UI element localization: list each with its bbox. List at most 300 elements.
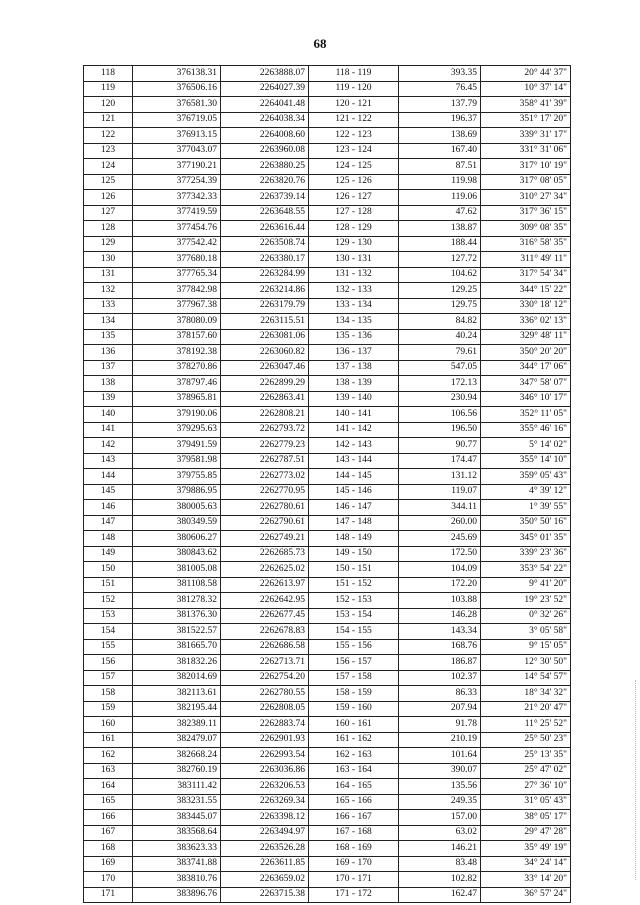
y-coordinate-cell: 2264027.39 [221, 81, 309, 97]
page-number: 68 [313, 36, 327, 51]
x-coordinate-cell: 383445.07 [133, 810, 221, 826]
distance-cell: 230.94 [399, 391, 481, 407]
distance-cell: 210.19 [399, 732, 481, 748]
point-number-cell: 146 [84, 500, 133, 516]
x-coordinate-cell: 382389.11 [133, 717, 221, 733]
bearing-cell: 359° 05' 43" [481, 469, 571, 485]
scan-edge-mark [634, 680, 636, 880]
y-coordinate-cell: 2263880.25 [221, 159, 309, 175]
point-number-cell: 156 [84, 655, 133, 671]
table-row [84, 81, 571, 97]
x-coordinate-cell: 376581.30 [133, 97, 221, 113]
coordinates-table [83, 65, 571, 903]
x-coordinate-cell: 382668.24 [133, 748, 221, 764]
y-coordinate-cell: 2262686.58 [221, 639, 309, 655]
segment-cell: 150 - 151 [309, 562, 399, 578]
distance-cell: 245.69 [399, 531, 481, 547]
y-coordinate-cell: 2263739.14 [221, 190, 309, 206]
table-row [84, 66, 571, 82]
bearing-cell: 34° 24' 14" [481, 856, 571, 872]
x-coordinate-cell: 377342.33 [133, 190, 221, 206]
distance-cell: 174.47 [399, 453, 481, 469]
y-coordinate-cell: 2262779.23 [221, 438, 309, 454]
table-row [84, 779, 571, 795]
table-row [84, 639, 571, 655]
x-coordinate-cell: 376138.31 [133, 66, 221, 82]
bearing-cell: 19° 23' 52" [481, 593, 571, 609]
segment-cell: 145 - 146 [309, 484, 399, 500]
point-number-cell: 124 [84, 159, 133, 175]
bearing-cell: 330° 18' 12" [481, 298, 571, 314]
segment-cell: 164 - 165 [309, 779, 399, 795]
bearing-cell: 18° 34' 32" [481, 686, 571, 702]
point-number-cell: 140 [84, 407, 133, 423]
x-coordinate-cell: 383568.64 [133, 825, 221, 841]
bearing-cell: 339° 23' 36" [481, 546, 571, 562]
y-coordinate-cell: 2262754.20 [221, 670, 309, 686]
segment-cell: 124 - 125 [309, 159, 399, 175]
distance-cell: 102.37 [399, 670, 481, 686]
x-coordinate-cell: 378192.38 [133, 345, 221, 361]
point-number-cell: 132 [84, 283, 133, 299]
x-coordinate-cell: 378080.09 [133, 314, 221, 330]
segment-cell: 144 - 145 [309, 469, 399, 485]
segment-cell: 123 - 124 [309, 143, 399, 159]
table-row [84, 856, 571, 872]
table-row [84, 794, 571, 810]
point-number-cell: 164 [84, 779, 133, 795]
bearing-cell: 350° 20' 20" [481, 345, 571, 361]
table-row [84, 531, 571, 547]
point-number-cell: 169 [84, 856, 133, 872]
segment-cell: 170 - 171 [309, 872, 399, 888]
table-row [84, 717, 571, 733]
y-coordinate-cell: 2263060.82 [221, 345, 309, 361]
y-coordinate-cell: 2263616.44 [221, 221, 309, 237]
y-coordinate-cell: 2263715.38 [221, 887, 309, 903]
distance-cell: 104.62 [399, 267, 481, 283]
bearing-cell: 4° 39' 12" [481, 484, 571, 500]
x-coordinate-cell: 383810.76 [133, 872, 221, 888]
segment-cell: 169 - 170 [309, 856, 399, 872]
y-coordinate-cell: 2262613.97 [221, 577, 309, 593]
y-coordinate-cell: 2263494.97 [221, 825, 309, 841]
x-coordinate-cell: 379755.85 [133, 469, 221, 485]
table-row [84, 515, 571, 531]
point-number-cell: 133 [84, 298, 133, 314]
point-number-cell: 166 [84, 810, 133, 826]
segment-cell: 137 - 138 [309, 360, 399, 376]
table-row [84, 562, 571, 578]
segment-cell: 155 - 156 [309, 639, 399, 655]
bearing-cell: 38° 05' 17" [481, 810, 571, 826]
bearing-cell: 331° 31' 06" [481, 143, 571, 159]
distance-cell: 101.64 [399, 748, 481, 764]
bearing-cell: 20° 44' 37" [481, 66, 571, 82]
table-row [84, 825, 571, 841]
segment-cell: 154 - 155 [309, 624, 399, 640]
segment-cell: 147 - 148 [309, 515, 399, 531]
point-number-cell: 151 [84, 577, 133, 593]
segment-cell: 153 - 154 [309, 608, 399, 624]
point-number-cell: 122 [84, 128, 133, 144]
distance-cell: 131.12 [399, 469, 481, 485]
bearing-cell: 347° 58' 07" [481, 376, 571, 392]
distance-cell: 119.07 [399, 484, 481, 500]
distance-cell: 106.56 [399, 407, 481, 423]
segment-cell: 163 - 164 [309, 763, 399, 779]
y-coordinate-cell: 2263526.28 [221, 841, 309, 857]
point-number-cell: 165 [84, 794, 133, 810]
distance-cell: 103.88 [399, 593, 481, 609]
bearing-cell: 3° 05' 58" [481, 624, 571, 640]
distance-cell: 188.44 [399, 236, 481, 252]
y-coordinate-cell: 2263960.08 [221, 143, 309, 159]
x-coordinate-cell: 380606.27 [133, 531, 221, 547]
segment-cell: 121 - 122 [309, 112, 399, 128]
point-number-cell: 148 [84, 531, 133, 547]
x-coordinate-cell: 380349.59 [133, 515, 221, 531]
segment-cell: 171 - 172 [309, 887, 399, 903]
segment-cell: 129 - 130 [309, 236, 399, 252]
point-number-cell: 147 [84, 515, 133, 531]
x-coordinate-cell: 377542.42 [133, 236, 221, 252]
x-coordinate-cell: 377680.18 [133, 252, 221, 268]
point-number-cell: 143 [84, 453, 133, 469]
table-row [84, 624, 571, 640]
distance-cell: 76.45 [399, 81, 481, 97]
distance-cell: 79.61 [399, 345, 481, 361]
bearing-cell: 329° 48' 11" [481, 329, 571, 345]
y-coordinate-cell: 2263398.12 [221, 810, 309, 826]
table-row [84, 810, 571, 826]
point-number-cell: 153 [84, 608, 133, 624]
bearing-cell: 339° 31' 17" [481, 128, 571, 144]
bearing-cell: 25° 47' 02" [481, 763, 571, 779]
point-number-cell: 155 [84, 639, 133, 655]
x-coordinate-cell: 376506.16 [133, 81, 221, 97]
segment-cell: 156 - 157 [309, 655, 399, 671]
distance-cell: 84.82 [399, 314, 481, 330]
y-coordinate-cell: 2262793.72 [221, 422, 309, 438]
point-number-cell: 152 [84, 593, 133, 609]
point-number-cell: 157 [84, 670, 133, 686]
bearing-cell: 5° 14' 02" [481, 438, 571, 454]
x-coordinate-cell: 379581.98 [133, 453, 221, 469]
y-coordinate-cell: 2262713.71 [221, 655, 309, 671]
bearing-cell: 345° 01' 35" [481, 531, 571, 547]
distance-cell: 91.78 [399, 717, 481, 733]
point-number-cell: 138 [84, 376, 133, 392]
bearing-cell: 12° 30' 50" [481, 655, 571, 671]
y-coordinate-cell: 2262625.02 [221, 562, 309, 578]
bearing-cell: 10° 37' 14" [481, 81, 571, 97]
distance-cell: 157.00 [399, 810, 481, 826]
x-coordinate-cell: 379491.59 [133, 438, 221, 454]
table-row [84, 732, 571, 748]
distance-cell: 168.76 [399, 639, 481, 655]
distance-cell: 260.00 [399, 515, 481, 531]
y-coordinate-cell: 2262780.61 [221, 500, 309, 516]
distance-cell: 393.35 [399, 66, 481, 82]
point-number-cell: 118 [84, 66, 133, 82]
segment-cell: 142 - 143 [309, 438, 399, 454]
x-coordinate-cell: 381522.57 [133, 624, 221, 640]
coordinates-table-body [84, 66, 571, 903]
distance-cell: 47.62 [399, 205, 481, 221]
x-coordinate-cell: 380843.62 [133, 546, 221, 562]
segment-cell: 168 - 169 [309, 841, 399, 857]
point-number-cell: 160 [84, 717, 133, 733]
segment-cell: 122 - 123 [309, 128, 399, 144]
distance-cell: 119.98 [399, 174, 481, 190]
y-coordinate-cell: 2263214.86 [221, 283, 309, 299]
table-row [84, 484, 571, 500]
x-coordinate-cell: 381278.32 [133, 593, 221, 609]
distance-cell: 249.35 [399, 794, 481, 810]
distance-cell: 186.87 [399, 655, 481, 671]
x-coordinate-cell: 381005.08 [133, 562, 221, 578]
point-number-cell: 150 [84, 562, 133, 578]
y-coordinate-cell: 2264041.48 [221, 97, 309, 113]
x-coordinate-cell: 383231.55 [133, 794, 221, 810]
bearing-cell: 9° 41' 20" [481, 577, 571, 593]
distance-cell: 87.51 [399, 159, 481, 175]
segment-cell: 118 - 119 [309, 66, 399, 82]
table-row [84, 143, 571, 159]
y-coordinate-cell: 2263206.53 [221, 779, 309, 795]
x-coordinate-cell: 382195.44 [133, 701, 221, 717]
table-row [84, 469, 571, 485]
distance-cell: 547.05 [399, 360, 481, 376]
bearing-cell: 31° 05' 43" [481, 794, 571, 810]
segment-cell: 148 - 149 [309, 531, 399, 547]
y-coordinate-cell: 2262863.41 [221, 391, 309, 407]
y-coordinate-cell: 2263508.74 [221, 236, 309, 252]
x-coordinate-cell: 379886.95 [133, 484, 221, 500]
point-number-cell: 159 [84, 701, 133, 717]
x-coordinate-cell: 381665.70 [133, 639, 221, 655]
point-number-cell: 131 [84, 267, 133, 283]
point-number-cell: 145 [84, 484, 133, 500]
segment-cell: 146 - 147 [309, 500, 399, 516]
x-coordinate-cell: 378270.86 [133, 360, 221, 376]
table-row [84, 252, 571, 268]
y-coordinate-cell: 2263081.06 [221, 329, 309, 345]
segment-cell: 127 - 128 [309, 205, 399, 221]
bearing-cell: 344° 15' 22" [481, 283, 571, 299]
table-row [84, 329, 571, 345]
x-coordinate-cell: 381376.30 [133, 608, 221, 624]
table-row [84, 407, 571, 423]
segment-cell: 161 - 162 [309, 732, 399, 748]
x-coordinate-cell: 377967.38 [133, 298, 221, 314]
bearing-cell: 21° 20' 47" [481, 701, 571, 717]
segment-cell: 157 - 158 [309, 670, 399, 686]
y-coordinate-cell: 2262642.95 [221, 593, 309, 609]
segment-cell: 149 - 150 [309, 546, 399, 562]
point-number-cell: 125 [84, 174, 133, 190]
distance-cell: 172.20 [399, 577, 481, 593]
distance-cell: 146.21 [399, 841, 481, 857]
distance-cell: 86.33 [399, 686, 481, 702]
point-number-cell: 129 [84, 236, 133, 252]
table-row [84, 360, 571, 376]
segment-cell: 151 - 152 [309, 577, 399, 593]
table-row [84, 577, 571, 593]
table-row [84, 453, 571, 469]
x-coordinate-cell: 382113.61 [133, 686, 221, 702]
point-number-cell: 141 [84, 422, 133, 438]
segment-cell: 136 - 137 [309, 345, 399, 361]
table-row [84, 438, 571, 454]
y-coordinate-cell: 2262790.61 [221, 515, 309, 531]
table-row [84, 267, 571, 283]
x-coordinate-cell: 376913.15 [133, 128, 221, 144]
point-number-cell: 130 [84, 252, 133, 268]
segment-cell: 152 - 153 [309, 593, 399, 609]
table-row [84, 763, 571, 779]
table-row [84, 97, 571, 113]
point-number-cell: 158 [84, 686, 133, 702]
y-coordinate-cell: 2263888.07 [221, 66, 309, 82]
table-row [84, 686, 571, 702]
x-coordinate-cell: 382479.07 [133, 732, 221, 748]
point-number-cell: 127 [84, 205, 133, 221]
table-row [84, 283, 571, 299]
y-coordinate-cell: 2262780.55 [221, 686, 309, 702]
x-coordinate-cell: 377043.07 [133, 143, 221, 159]
y-coordinate-cell: 2263115.51 [221, 314, 309, 330]
x-coordinate-cell: 383896.76 [133, 887, 221, 903]
bearing-cell: 1° 39' 55" [481, 500, 571, 516]
y-coordinate-cell: 2262993.54 [221, 748, 309, 764]
x-coordinate-cell: 383741.88 [133, 856, 221, 872]
y-coordinate-cell: 2262678.83 [221, 624, 309, 640]
point-number-cell: 161 [84, 732, 133, 748]
x-coordinate-cell: 379295.63 [133, 422, 221, 438]
bearing-cell: 0° 32' 26" [481, 608, 571, 624]
table-row [84, 391, 571, 407]
x-coordinate-cell: 377765.34 [133, 267, 221, 283]
distance-cell: 102.82 [399, 872, 481, 888]
point-number-cell: 154 [84, 624, 133, 640]
y-coordinate-cell: 2262685.73 [221, 546, 309, 562]
bearing-cell: 355° 46' 16" [481, 422, 571, 438]
segment-cell: 139 - 140 [309, 391, 399, 407]
bearing-cell: 36° 57' 24" [481, 887, 571, 903]
point-number-cell: 163 [84, 763, 133, 779]
distance-cell: 129.75 [399, 298, 481, 314]
distance-cell: 196.37 [399, 112, 481, 128]
segment-cell: 160 - 161 [309, 717, 399, 733]
distance-cell: 390.07 [399, 763, 481, 779]
table-row [84, 655, 571, 671]
bearing-cell: 9° 15' 05" [481, 639, 571, 655]
bearing-cell: 310° 27' 34" [481, 190, 571, 206]
table-row [84, 236, 571, 252]
segment-cell: 119 - 120 [309, 81, 399, 97]
distance-cell: 129.25 [399, 283, 481, 299]
x-coordinate-cell: 381108.58 [133, 577, 221, 593]
segment-cell: 143 - 144 [309, 453, 399, 469]
table-row [84, 190, 571, 206]
x-coordinate-cell: 383623.33 [133, 841, 221, 857]
y-coordinate-cell: 2263036.86 [221, 763, 309, 779]
bearing-cell: 317° 36' 15" [481, 205, 571, 221]
distance-cell: 137.79 [399, 97, 481, 113]
segment-cell: 167 - 168 [309, 825, 399, 841]
table-row [84, 887, 571, 903]
segment-cell: 132 - 133 [309, 283, 399, 299]
table-row [84, 701, 571, 717]
distance-cell: 172.50 [399, 546, 481, 562]
bearing-cell: 25° 13' 35" [481, 748, 571, 764]
distance-cell: 162.47 [399, 887, 481, 903]
table-row [84, 159, 571, 175]
segment-cell: 138 - 139 [309, 376, 399, 392]
point-number-cell: 139 [84, 391, 133, 407]
x-coordinate-cell: 381832.26 [133, 655, 221, 671]
table-row [84, 174, 571, 190]
segment-cell: 141 - 142 [309, 422, 399, 438]
bearing-cell: 27° 36' 10" [481, 779, 571, 795]
point-number-cell: 149 [84, 546, 133, 562]
bearing-cell: 311° 49' 11" [481, 252, 571, 268]
table-row [84, 376, 571, 392]
x-coordinate-cell: 377190.21 [133, 159, 221, 175]
segment-cell: 133 - 134 [309, 298, 399, 314]
point-number-cell: 119 [84, 81, 133, 97]
table-row [84, 205, 571, 221]
segment-cell: 126 - 127 [309, 190, 399, 206]
bearing-cell: 35° 49' 19" [481, 841, 571, 857]
table-row [84, 500, 571, 516]
point-number-cell: 126 [84, 190, 133, 206]
x-coordinate-cell: 377254.39 [133, 174, 221, 190]
table-row [84, 422, 571, 438]
segment-cell: 158 - 159 [309, 686, 399, 702]
bearing-cell: 317° 10' 19" [481, 159, 571, 175]
point-number-cell: 142 [84, 438, 133, 454]
y-coordinate-cell: 2263380.17 [221, 252, 309, 268]
distance-cell: 127.72 [399, 252, 481, 268]
y-coordinate-cell: 2263179.79 [221, 298, 309, 314]
bearing-cell: 29° 47' 28" [481, 825, 571, 841]
y-coordinate-cell: 2264008.60 [221, 128, 309, 144]
x-coordinate-cell: 383111.42 [133, 779, 221, 795]
y-coordinate-cell: 2262677.45 [221, 608, 309, 624]
distance-cell: 172.13 [399, 376, 481, 392]
point-number-cell: 134 [84, 314, 133, 330]
bearing-cell: 25° 50' 23" [481, 732, 571, 748]
distance-cell: 83.48 [399, 856, 481, 872]
point-number-cell: 128 [84, 221, 133, 237]
bearing-cell: 346° 10' 17" [481, 391, 571, 407]
point-number-cell: 123 [84, 143, 133, 159]
point-number-cell: 137 [84, 360, 133, 376]
distance-cell: 119.06 [399, 190, 481, 206]
bearing-cell: 344° 17' 06" [481, 360, 571, 376]
bearing-cell: 353° 54' 22" [481, 562, 571, 578]
table-row [84, 841, 571, 857]
x-coordinate-cell: 379190.06 [133, 407, 221, 423]
segment-cell: 140 - 141 [309, 407, 399, 423]
y-coordinate-cell: 2263284.99 [221, 267, 309, 283]
segment-cell: 130 - 131 [309, 252, 399, 268]
y-coordinate-cell: 2262770.95 [221, 484, 309, 500]
bearing-cell: 350° 50' 16" [481, 515, 571, 531]
